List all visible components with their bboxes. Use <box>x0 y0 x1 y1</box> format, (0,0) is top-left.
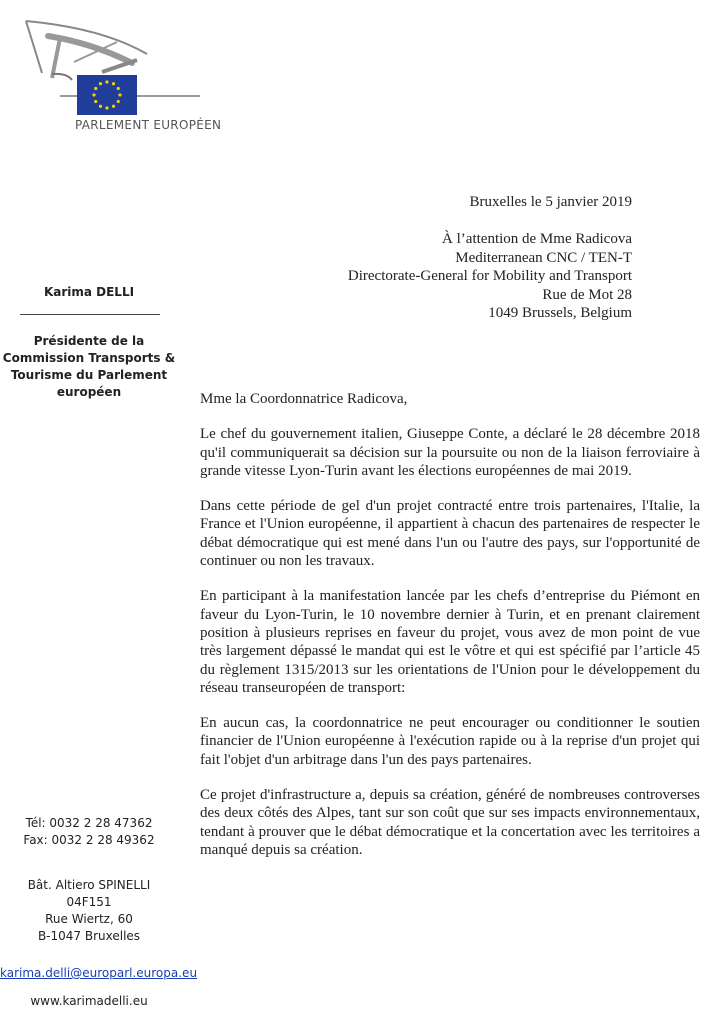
recipient-line: À l’attention de Mme Radicova <box>442 231 632 247</box>
letter-date: Bruxelles le 5 janvier 2019 <box>469 194 632 210</box>
address-line: Rue Wiertz, 60 <box>45 912 133 926</box>
star-icon <box>94 100 97 103</box>
star-icon <box>105 80 108 83</box>
salutation: Mme la Coordonnatrice Radicova, <box>200 391 408 407</box>
star-icon <box>117 100 120 103</box>
star-icon <box>117 87 120 90</box>
address-line: 04F151 <box>66 895 112 909</box>
recipient-line: Rue de Mot 28 <box>542 286 632 303</box>
paragraph: Ce projet d'infrastructure a, depuis sa création, généré de nombreuses controverses des deux côtés des Alpes, tant sur son coût que sur ses impacts environnementaux, tendant à prouver que le débat démocratique et la concertation avec les territoires a manqué depuis sa création. <box>200 787 700 858</box>
sender-address <box>0 877 178 945</box>
phone: Tél: 0032 2 28 47362 <box>25 816 153 830</box>
star-icon <box>99 82 102 85</box>
star-icon <box>105 106 108 109</box>
star-icon <box>112 105 115 108</box>
paragraph: Dans cette période de gel d'un projet contracté entre trois partenaires, l'Italie, la France et l'Union européenne, il appartient à chacun des partenaires de respecter le débat démocratique qui est mené dans l'un ou l'autre des pays, sur l'opportunité de continuer ou non les travaux. <box>200 498 700 570</box>
role-line: européen <box>56 385 122 399</box>
star-icon <box>112 82 115 85</box>
contact-phones <box>0 815 178 849</box>
recipient-line: 1049 Brussels, Belgium <box>488 305 632 321</box>
paragraph: Le chef du gouvernement italien, Giuseppe Conte, a déclaré le 28 décembre 2018 qu'il communiquerait sa décision sur la poursuite ou non de la liaison ferroviaire à grande vitesse Lyon-Turin avant les élections européennes de mai 2019. <box>200 426 700 479</box>
role-line: Présidente de la <box>33 334 145 348</box>
email-link[interactable]: karima.delli@europarl.europa.eu <box>0 966 198 980</box>
star-icon <box>94 87 97 90</box>
address-line: B-1047 Bruxelles <box>37 929 141 943</box>
star-icon <box>118 93 121 96</box>
letter-body <box>200 390 700 876</box>
fax: Fax: 0032 2 28 49362 <box>23 833 155 847</box>
paragraph: En aucun cas, la coordonnatrice ne peut encourager ou conditionner le soutien financier de l'Union européenne à l'exécution rapide ou à la reprise d'un projet qui fait l'objet d'un arbitrage dans l'un des pays partenaires. <box>200 715 700 768</box>
sender-role <box>0 333 178 401</box>
role-line: Tourisme du Parlement <box>10 368 168 382</box>
recipient-address <box>348 230 632 323</box>
recipient-line: Mediterranean CNC / TEN-T <box>455 249 632 266</box>
star-icon <box>99 105 102 108</box>
sender-name: Karima DELLI <box>43 285 135 299</box>
parliament-name: PARLEMENT EUROPÉEN <box>75 118 222 132</box>
role-line: Commission Transports & <box>2 351 176 365</box>
paragraph: En participant à la manifestation lancée par les chefs d’entreprise du Piémont en faveur du Lyon-Turin, le 10 novembre dernier à Turin, et en prenant clairement position à plusieurs reprises en faveur du projet, vous avez de mon point de vue très largement dépassé le mandat qui est le vôtre et qui est spécifié par l’article 45 du règlement 1315/2013 sur les orientations de l'Union pour le développement du réseau transeuropéen de transport: <box>200 588 700 696</box>
address-line: Bât. Altiero SPINELLI <box>27 878 151 892</box>
divider <box>20 314 160 315</box>
recipient-line: Directorate-General for Mobility and Transport <box>347 268 632 284</box>
star-icon <box>92 93 95 96</box>
website-link[interactable]: www.karimadelli.eu <box>30 994 148 1008</box>
